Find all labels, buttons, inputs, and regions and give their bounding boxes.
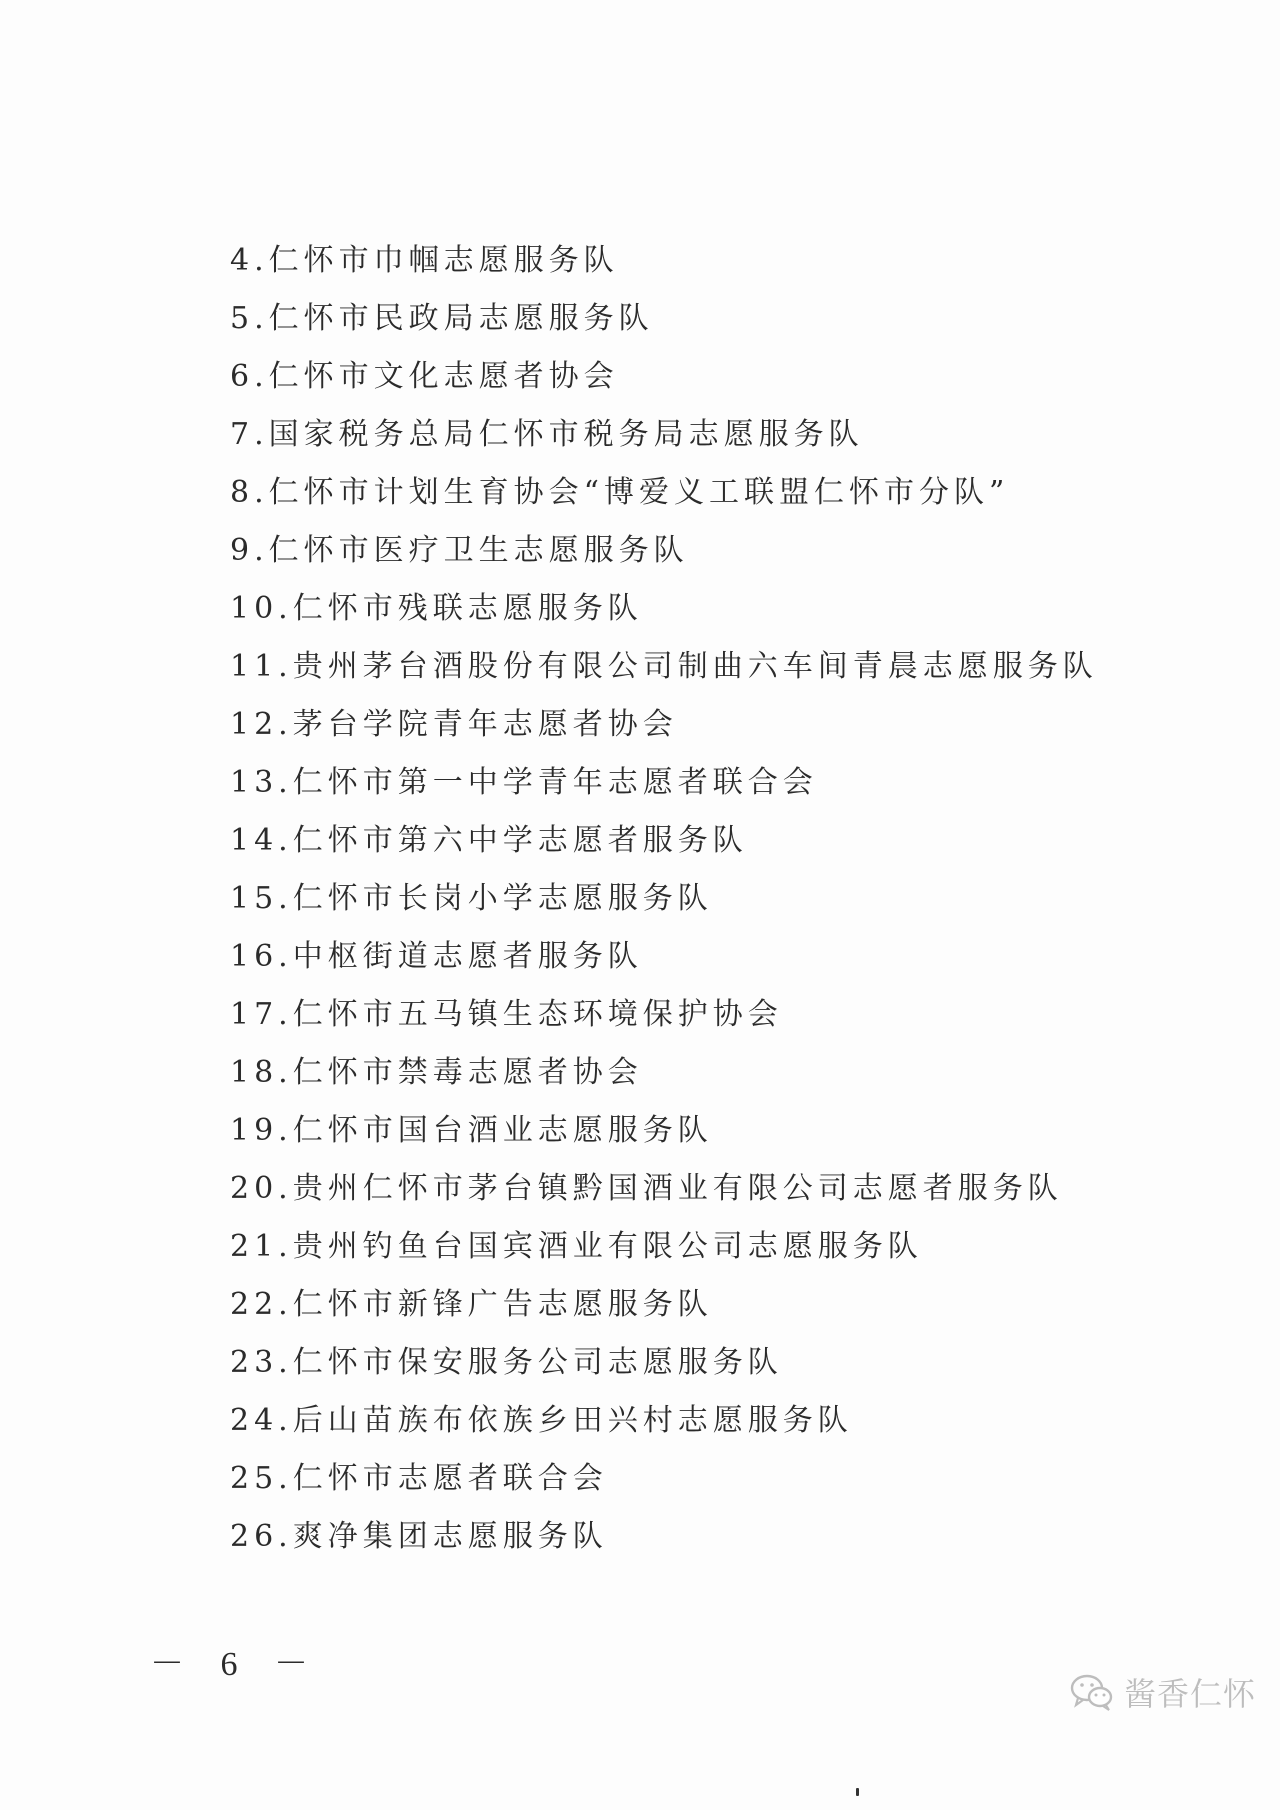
list-item: 12.茅台学院青年志愿者协会 xyxy=(230,707,678,742)
list-item: 11.贵州茅台酒股份有限公司制曲六车间青晨志愿服务队 xyxy=(230,649,1098,684)
list-item: 18.仁怀市禁毒志愿者协会 xyxy=(230,1055,643,1090)
list-item: 22.仁怀市新锋广告志愿服务队 xyxy=(230,1287,713,1322)
list-item: 7.国家税务总局仁怀市税务局志愿服务队 xyxy=(230,417,864,452)
watermark xyxy=(1070,1668,1256,1716)
list-item: 19.仁怀市国台酒业志愿服务队 xyxy=(230,1113,713,1148)
watermark-text: 酱香仁怀 xyxy=(1124,1675,1257,1713)
list-item: 5.仁怀市民政局志愿服务队 xyxy=(230,301,654,336)
list-item: 25.仁怀市志愿者联合会 xyxy=(230,1461,608,1496)
list-item: 9.仁怀市医疗卫生志愿服务队 xyxy=(230,533,689,568)
list-item: 10.仁怀市残联志愿服务队 xyxy=(230,591,643,626)
list-item: 17.仁怀市五马镇生态环境保护协会 xyxy=(230,997,783,1032)
list-item: 21.贵州钓鱼台国宾酒业有限公司志愿服务队 xyxy=(230,1229,923,1264)
list-item: 14.仁怀市第六中学志愿者服务队 xyxy=(230,823,748,858)
list-item: 15.仁怀市长岗小学志愿服务队 xyxy=(230,881,713,916)
list-item: 13.仁怀市第一中学青年志愿者联合会 xyxy=(230,765,818,800)
scan-speck xyxy=(856,1788,859,1796)
organization-list xyxy=(230,236,1098,1570)
page-number: － 6 － xyxy=(150,1646,322,1683)
list-item: 24.后山苗族布依族乡田兴村志愿服务队 xyxy=(230,1403,853,1438)
list-item: 20.贵州仁怀市茅台镇黔国酒业有限公司志愿者服务队 xyxy=(230,1171,1063,1206)
list-item: 8.仁怀市计划生育协会“博爱义工联盟仁怀市分队” xyxy=(230,475,1010,510)
list-item: 23.仁怀市保安服务公司志愿服务队 xyxy=(230,1345,783,1380)
list-item: 6.仁怀市文化志愿者协会 xyxy=(230,359,619,394)
list-item: 16.中枢街道志愿者服务队 xyxy=(230,939,643,974)
list-item: 26.爽净集团志愿服务队 xyxy=(230,1519,608,1554)
wechat-icon xyxy=(1070,1672,1114,1712)
list-item: 4.仁怀市巾帼志愿服务队 xyxy=(230,243,619,278)
